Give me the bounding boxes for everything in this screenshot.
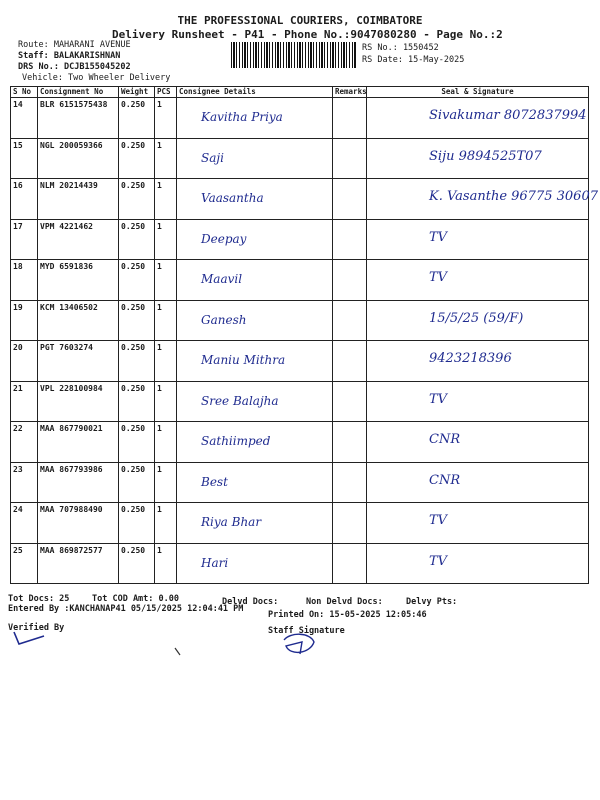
pcs-cell [155,138,177,179]
sno-text: 14 [13,100,23,109]
weight-cell [119,138,155,179]
weight-text: 0.250 [121,505,146,514]
pcs-cell [155,543,177,584]
weight-text: 0.250 [121,383,146,393]
remarks-cell [333,341,367,382]
signature-handwritten: TV [429,513,448,528]
delvy-pts: Delvy Pts: [406,597,458,607]
seal-cell [367,260,589,301]
pcs-text: 1 [157,343,162,352]
sno-text: 18 [13,262,23,271]
pcs-cell [155,462,177,503]
signature-handwritten: CNR [429,432,461,447]
entered-by: Entered By :KANCHANAP41 05/15/2025 12:04:41 PM [8,604,244,614]
consignment-cell [38,462,119,503]
weight-cell [119,462,155,503]
seal-cell [367,543,589,584]
seal-cell [367,422,589,463]
weight-cell [119,381,155,422]
consignee-handwritten: Kavitha Priya [201,110,283,124]
sno-cell [11,98,38,139]
signature-handwritten: 15/5/25 (59/F) [429,310,524,326]
consignment-text: NLM 20214439 [40,181,98,190]
consignment-cell [38,260,119,301]
runsheet-title: Delivery Runsheet - P41 - Phone No.:9047080280 - Page No.:2 [112,28,503,41]
pcs-cell [155,179,177,220]
sno-cell [11,138,38,179]
weight-cell [119,300,155,341]
consignment-cell [38,543,119,584]
pcs-cell [155,422,177,463]
consignment-cell [38,138,119,179]
col-header-weight: Weight [119,87,155,98]
weight-text: 0.250 [121,262,146,271]
sno-text: 15 [13,140,23,150]
table-row [11,462,589,503]
printed-on: Printed On: 15-05-2025 12:05:46 [268,610,427,620]
seal-cell [367,503,589,544]
consignee-handwritten: Riya Bhar [201,515,262,529]
sno-cell [11,260,38,301]
consignment-cell [38,341,119,382]
seal-cell [367,179,598,220]
sno-cell [11,422,38,463]
consignment-text: BLR 6151575438 [40,100,108,109]
verified-by: Verified By [8,623,65,633]
table-row [11,422,589,463]
pcs-cell [155,300,177,341]
consignee-cell [177,462,333,503]
consignee-handwritten: Maavil [201,272,243,286]
table-row [11,98,589,139]
sno-cell [11,462,38,503]
tot-cod: Tot COD Amt: 0.00 [92,594,179,604]
remarks-cell [333,462,367,503]
remarks-cell [333,422,367,463]
consignee-cell [177,98,333,139]
consignee-handwritten: Best [201,474,228,489]
col-header-consignment: Consignment No [38,87,119,98]
weight-cell [119,179,155,220]
consignment-cell [38,219,119,260]
consignee-cell [177,300,333,341]
pcs-text: 1 [157,545,162,555]
table-row [11,341,589,382]
consignment-cell [38,422,119,463]
col-header-pcs: PCS [155,87,177,98]
sno-text: 22 [13,424,23,433]
pcs-text: 1 [157,302,162,312]
table-row [11,179,589,220]
pcs-cell [155,503,177,544]
consignee-cell [177,219,333,260]
consignee-cell [177,341,333,382]
sno-cell [11,341,38,382]
consignee-handwritten: Vaasantha [201,191,264,205]
sno-cell [11,543,38,584]
table-row [11,300,589,341]
consignee-cell [177,179,333,220]
weight-text: 0.250 [121,181,146,190]
company-title: THE PROFESSIONAL COURIERS, COIMBATORE [177,14,423,27]
rs-date-label: RS Date: 15-May-2025 [362,55,465,65]
weight-text: 0.250 [121,140,146,150]
sno-cell [11,300,38,341]
remarks-cell [333,300,367,341]
table-row [11,260,589,301]
consignment-cell [38,503,119,544]
signature-handwritten: Siju 9894525T07 [429,148,542,164]
pcs-cell [155,260,177,301]
tot-docs: Tot Docs: 25 [8,594,70,604]
sno-cell [11,381,38,422]
consignment-text: MAA 869872577 [40,545,103,555]
sno-text: 23 [13,464,23,474]
drs-label: DRS No.: DCJB155045202 [18,62,131,72]
consignee-handwritten: Maniu Mithra [201,353,286,367]
weight-text: 0.250 [121,221,146,231]
weight-text: 0.250 [121,343,146,352]
consignment-text: PGT 7603274 [40,343,93,352]
remarks-cell [333,98,367,139]
weight-text: 0.250 [121,100,146,109]
seal-cell [367,341,589,382]
table-row [11,503,589,544]
weight-text: 0.250 [121,424,146,433]
signature-handwritten: TV [429,270,448,285]
consignee-handwritten: Sree Balajha [201,393,279,408]
runsheet-table [10,86,598,584]
consignment-text: MAA 867790021 [40,424,103,433]
route-label: Route: MAHARANI AVENUE [18,40,131,50]
staff-signature-mark [280,630,320,658]
consignment-text: VPM 4221462 [40,221,93,231]
pcs-text: 1 [157,262,162,271]
staff-label: Staff: BALAKARISHNAN [18,51,121,61]
pcs-cell [155,219,177,260]
seal-cell [367,462,589,503]
consignment-cell [38,98,119,139]
signature-handwritten: TV [429,229,448,245]
pcs-text: 1 [157,221,162,231]
consignment-text: MAA 867793986 [40,464,103,474]
pcs-text: 1 [157,383,162,393]
pcs-text: 1 [157,464,162,474]
pcs-text: 1 [157,424,162,433]
sno-text: 17 [13,221,23,231]
table-row [11,219,589,260]
remarks-cell [333,503,367,544]
weight-cell [119,543,155,584]
signature-handwritten: CNR [429,472,461,488]
pcs-text: 1 [157,100,162,109]
non-delvd-docs: Non Delvd Docs: [306,597,383,607]
seal-cell [367,300,589,341]
seal-cell [367,219,589,260]
consignee-cell [177,503,333,544]
sno-cell [11,219,38,260]
remarks-cell [333,381,367,422]
table-header-row [11,87,589,98]
col-header-sno: S No [11,87,38,98]
signature-handwritten: TV [429,553,448,569]
vehicle-label: Vehicle: Two Wheeler Delivery [22,73,171,83]
consignment-text: NGL 200059366 [40,140,103,150]
weight-cell [119,422,155,463]
col-header-remarks: Remarks [333,87,367,98]
rs-no-label: RS No.: 1550452 [362,43,439,53]
consignment-cell [38,179,119,220]
weight-text: 0.250 [121,302,146,312]
staff-signature-label: Staff Signature [268,626,345,636]
signature-handwritten: Sivakumar 8072837994 [429,108,587,123]
delvd-docs: Delvd Docs: [222,597,279,607]
remarks-cell [333,219,367,260]
sno-text: 16 [13,181,23,190]
weight-cell [119,503,155,544]
weight-cell [119,219,155,260]
pcs-cell [155,341,177,382]
weight-cell [119,341,155,382]
consignee-handwritten: Sathiimped [201,434,271,448]
signature-handwritten: K. Vasanthe 96775 30607 [429,189,598,204]
weight-cell [119,260,155,301]
table-row [11,138,589,179]
consignment-text: VPL 228100984 [40,383,103,393]
consignee-handwritten: Saji [201,150,224,165]
signature-handwritten: 9423218396 [429,351,512,366]
remarks-cell [333,543,367,584]
consignee-cell [177,138,333,179]
remarks-cell [333,138,367,179]
stray-pen-mark [172,645,186,659]
seal-cell [367,138,589,179]
pcs-text: 1 [157,181,162,190]
pcs-text: 1 [157,140,162,150]
sno-text: 20 [13,343,23,352]
consignment-text: KCM 13406502 [40,302,98,312]
seal-cell [367,98,589,139]
remarks-cell [333,179,367,220]
sno-cell [11,179,38,220]
consignment-cell [38,381,119,422]
weight-text: 0.250 [121,464,146,474]
table-row [11,543,589,584]
col-header-seal: Seal & Signature [367,87,589,98]
consignee-handwritten: Deepay [201,231,247,246]
barcode-image [231,42,356,68]
consignment-text: MYD 6591836 [40,262,93,271]
table-row [11,381,589,422]
consignee-cell [177,543,333,584]
pcs-cell [155,381,177,422]
sno-text: 24 [13,505,23,514]
consignee-handwritten: Ganesh [201,312,247,327]
signature-handwritten: TV [429,391,448,407]
consignee-cell [177,381,333,422]
sno-text: 25 [13,545,23,555]
consignee-handwritten: Hari [201,555,229,570]
sno-cell [11,503,38,544]
consignee-cell [177,260,333,301]
weight-text: 0.250 [121,545,146,555]
verified-signature-mark [10,628,50,648]
pcs-cell [155,98,177,139]
sno-text: 19 [13,302,23,312]
seal-cell [367,381,589,422]
consignment-cell [38,300,119,341]
consignment-text: MAA 707988490 [40,505,103,514]
remarks-cell [333,260,367,301]
weight-cell [119,98,155,139]
consignee-cell [177,422,333,463]
sno-text: 21 [13,383,23,393]
col-header-consignee: Consignee Details [177,87,333,98]
pcs-text: 1 [157,505,162,514]
